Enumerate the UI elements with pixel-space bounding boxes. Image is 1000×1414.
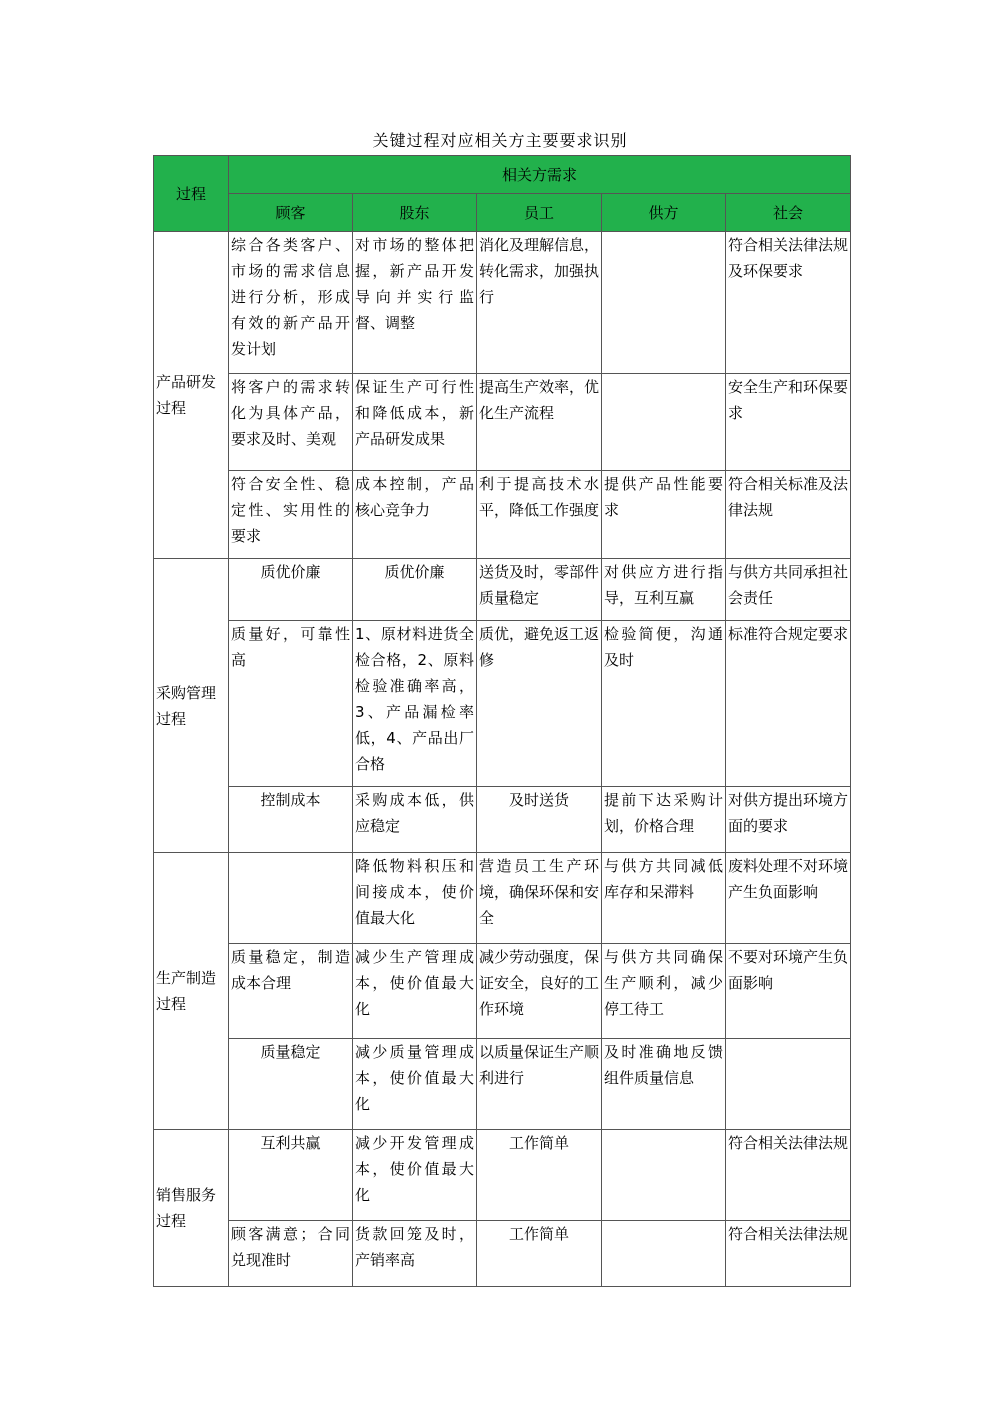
employee-cell: 质优，避免返工返修	[477, 621, 602, 787]
customer-cell: 质量稳定，制造成本合理	[229, 944, 353, 1039]
table-row	[154, 853, 851, 944]
table-row	[154, 374, 851, 471]
society-cell: 标准符合规定要求	[726, 621, 851, 787]
customer-cell: 顾客满意；合同兑现准时	[229, 1221, 353, 1287]
society-cell: 符合相关标准及法律法规	[726, 471, 851, 559]
supplier-cell: 提前下达采购计划，价格合理	[602, 787, 726, 853]
customer-cell: 将客户的需求转化为具体产品，要求及时、美观	[229, 374, 353, 471]
society-cell: 对供方提出环境方面的要求	[726, 787, 851, 853]
supplier-cell	[602, 374, 726, 471]
shareholder-cell: 质优价廉	[353, 559, 477, 621]
supplier-cell: 与供方共同确保生产顺利，减少停工待工	[602, 944, 726, 1039]
table-row	[154, 1130, 851, 1221]
customer-cell	[229, 853, 353, 944]
shareholder-cell: 采购成本低，供应稳定	[353, 787, 477, 853]
header-stakeholder-needs: 相关方需求	[229, 156, 851, 194]
society-cell: 与供方共同承担社会责任	[726, 559, 851, 621]
document-title: 关键过程对应相关方主要要求识别	[372, 131, 628, 150]
shareholder-cell: 减少生产管理成本，使价值最大化	[353, 944, 477, 1039]
society-cell: 符合相关法律法规	[726, 1130, 851, 1221]
process-cell: 生产制造过程	[154, 853, 229, 1130]
table-row	[154, 1039, 851, 1130]
shareholder-cell: 成本控制，产品核心竞争力	[353, 471, 477, 559]
table-row	[154, 621, 851, 787]
header-employee: 员工	[477, 194, 602, 232]
employee-cell: 以质量保证生产顺利进行	[477, 1039, 602, 1130]
employee-cell: 利于提高技术水平，降低工作强度	[477, 471, 602, 559]
supplier-cell	[602, 1221, 726, 1287]
employee-cell: 送货及时，零部件质量稳定	[477, 559, 602, 621]
employee-cell: 营造员工生产环境，确保环保和安全	[477, 853, 602, 944]
header-shareholder: 股东	[353, 194, 477, 232]
shareholder-cell: 货款回笼及时，产销率高	[353, 1221, 477, 1287]
society-cell: 废料处理不对环境产生负面影响	[726, 853, 851, 944]
table-row	[154, 232, 851, 374]
shareholder-cell: 降低物料积压和间接成本，使价值最大化	[353, 853, 477, 944]
employee-cell: 及时送货	[477, 787, 602, 853]
society-cell: 符合相关法律法规及环保要求	[726, 232, 851, 374]
header-society: 社会	[726, 194, 851, 232]
society-cell: 安全生产和环保要求	[726, 374, 851, 471]
table-row	[154, 559, 851, 621]
process-cell: 产品研发过程	[154, 232, 229, 559]
shareholder-cell: 保证生产可行性和降低成本，新产品研发成果	[353, 374, 477, 471]
supplier-cell	[602, 232, 726, 374]
process-cell: 销售服务过程	[154, 1130, 229, 1287]
supplier-cell: 与供方共同减低库存和呆滞料	[602, 853, 726, 944]
customer-cell: 控制成本	[229, 787, 353, 853]
society-cell: 符合相关法律法规	[726, 1221, 851, 1287]
employee-cell: 工作简单	[477, 1221, 602, 1287]
table-row	[154, 787, 851, 853]
employee-cell: 工作简单	[477, 1130, 602, 1221]
table-row	[154, 471, 851, 559]
shareholder-cell: 减少开发管理成本，使价值最大化	[353, 1130, 477, 1221]
employee-cell: 消化及理解信息，转化需求，加强执行	[477, 232, 602, 374]
shareholder-cell: 1、原材料进货全检合格，2、原料检验准确率高，3、产品漏检率低，4、产品出厂合格	[353, 621, 477, 787]
customer-cell: 质量稳定	[229, 1039, 353, 1130]
employee-cell: 减少劳动强度，保证安全，良好的工作环境	[477, 944, 602, 1039]
supplier-cell: 及时准确地反馈组件质量信息	[602, 1039, 726, 1130]
customer-cell: 综合各类客户、市场的需求信息进行分析，形成有效的新产品开发计划	[229, 232, 353, 374]
customer-cell: 质量好，可靠性高	[229, 621, 353, 787]
society-cell: 不要对环境产生负面影响	[726, 944, 851, 1039]
employee-cell: 提高生产效率，优化生产流程	[477, 374, 602, 471]
header-supplier: 供方	[602, 194, 726, 232]
table-row	[154, 1221, 851, 1287]
table-row	[154, 944, 851, 1039]
requirements-table	[153, 155, 851, 1287]
supplier-cell: 检验简便，沟通及时	[602, 621, 726, 787]
customer-cell: 符合安全性、稳定性、实用性的要求	[229, 471, 353, 559]
process-cell: 采购管理过程	[154, 559, 229, 853]
supplier-cell: 对供应方进行指导，互利互赢	[602, 559, 726, 621]
shareholder-cell: 减少质量管理成本，使价值最大化	[353, 1039, 477, 1130]
header-customer: 顾客	[229, 194, 353, 232]
customer-cell: 互利共赢	[229, 1130, 353, 1221]
customer-cell: 质优价廉	[229, 559, 353, 621]
society-cell	[726, 1039, 851, 1130]
supplier-cell: 提供产品性能要求	[602, 471, 726, 559]
supplier-cell	[602, 1130, 726, 1221]
header-process: 过程	[154, 156, 229, 232]
shareholder-cell: 对市场的整体把握，新产品开发导向并实行监督、调整	[353, 232, 477, 374]
